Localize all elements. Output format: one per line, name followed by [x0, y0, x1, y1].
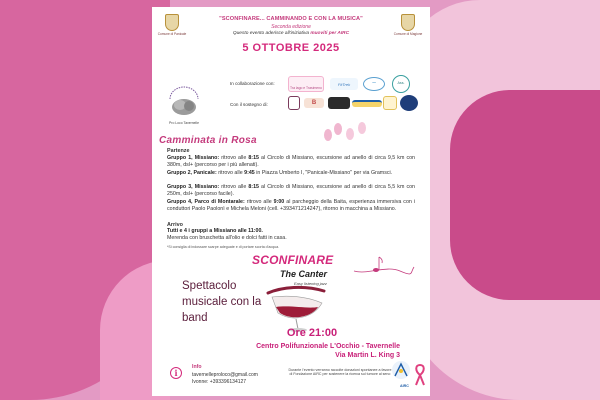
background-shape-accent: [450, 90, 600, 300]
music-note-icon: [352, 251, 416, 277]
info-email[interactable]: tavernelleproloco@gmail.com: [192, 372, 258, 378]
info-phone[interactable]: Ivonne: +393396134127: [192, 379, 247, 385]
group-3-rest: al Circolo di Missiano, escursione ad anello di circa 5,5 km con 250m, dsl+ (percorso facile).: [167, 184, 415, 198]
sponsor-logo-2: [304, 98, 324, 108]
adhesion-line: [182, 31, 400, 36]
adhesion-highlight: muoviti per AIRC: [310, 31, 350, 36]
round-partner-logo: [392, 75, 410, 93]
walk-title: Camminata in Rosa: [159, 135, 257, 146]
group-4-time: 9:00: [273, 199, 285, 205]
info-icon: i: [170, 367, 182, 379]
venue-line-1: Centro Polifunzionale L'Occhio - Tavernelle: [256, 343, 400, 350]
tra-lago-text: Tra lago e Trasimeno: [290, 86, 322, 90]
edition-label: Seconda edizione: [271, 24, 311, 30]
airc-logo-icon: [390, 360, 412, 384]
fitwalking-logo: [330, 78, 358, 90]
arrival-heading: Arrivo: [167, 222, 183, 228]
fittrek-text: FitTrek: [337, 82, 351, 87]
event-title: "SCONFINARE... CAMMINANDO E CON LA MUSICA": [219, 16, 363, 22]
group-3-text: ritrovo alle: [219, 184, 249, 190]
group-3-time: 8:15: [248, 184, 259, 190]
walk-note: *Si consiglia di indossare scarpe adeguate e di portare scorta d'acqua.: [167, 245, 280, 249]
group-4-text: ritrovo alle: [244, 199, 274, 205]
group-1: [167, 155, 415, 169]
water-glyph: ~: [371, 80, 377, 87]
concert-event-name: SCONFINARE: [252, 253, 334, 267]
round-partner-text: Ass.: [397, 81, 405, 85]
crest-right-icon: [401, 14, 415, 31]
arrival-detail: Merenda con bruschetta all'olio e dolci fatti in casa.: [167, 235, 287, 242]
tra-lago-e-trasimeno-logo: [288, 76, 324, 92]
venue: [182, 342, 400, 360]
sponsor-label: Con il sostegno di:: [230, 102, 268, 107]
sponsor-logo-1: [288, 96, 300, 110]
group-2-label: Gruppo 2, Panicale:: [167, 170, 217, 176]
event-date: 5 OTTOBRE 2025: [242, 42, 340, 54]
arrival-line: Tutti e 4 i gruppi a Missiano alle 11:00.: [167, 228, 263, 234]
sponsor-logo-2-text: B: [311, 100, 317, 106]
sponsor-logo-3: [328, 97, 350, 109]
departures-heading: Partenze: [167, 148, 190, 154]
venue-line-2: Via Martin L. King 3: [335, 352, 400, 359]
group-1-text: ritrovo alle: [219, 155, 249, 161]
group-2-rest: in Piazza Umberto I, "Panicale-Missiano" per via Gramsci.: [254, 170, 393, 176]
collaboration-label: In collaborazione con:: [230, 81, 275, 86]
group-2: [167, 170, 415, 177]
group-3-label: Gruppo 3, Missiano:: [167, 184, 220, 190]
wine-glass-icon: [264, 283, 340, 333]
airc-note: Durante l'evento verranno raccolte donazioni spontanee a favore di Fondazione AIRC per sostenere la ricerca sul tumore al seno: [288, 368, 392, 377]
group-2-time: 9:45: [244, 170, 255, 176]
show-description: Spettacolo musicale con la band: [182, 280, 262, 324]
pink-ribbon-icon: [414, 363, 426, 387]
sponsor-logo-5: [383, 96, 397, 110]
footprints-icon: [320, 121, 372, 143]
group-1-rest: al Circolo di Missiano, escursione ad anello di circa 9,5 km con 380m, dsl+ (percorso per i più allenati).: [167, 155, 415, 169]
crest-left-icon: [165, 14, 179, 31]
group-4-rest: al parcheggio della Baita, esperienza immersiva con i conduttori Paolo Paolonì e Michela Meloni (cell. +393471214247), ritorno in macchina a Missiano.: [167, 199, 416, 213]
airc-label: AIRC: [400, 384, 409, 388]
group-4: [167, 199, 415, 213]
proloco-label: Pro Loco Tavernelle: [169, 121, 199, 125]
crest-right-label: Comune di Magione: [393, 32, 423, 36]
info-heading: Info: [192, 364, 202, 370]
adhesion-prefix: Questo evento aderisce all'iniziativa: [232, 31, 311, 36]
group-1-time: 8:15: [248, 155, 259, 161]
arrival-block: [167, 228, 415, 242]
water-logo: [363, 77, 385, 91]
event-poster: [152, 7, 430, 396]
sponsor-logo-6: [400, 95, 418, 111]
group-3: [167, 184, 415, 198]
group-2-text: ritrovo alle: [216, 170, 245, 176]
proloco-logo-icon: [166, 85, 202, 119]
concert-time: Ore 21:00: [286, 327, 338, 339]
band-tagline: Easy listening jazz: [294, 281, 327, 286]
sponsor-logo-4: [352, 100, 382, 107]
group-4-label: Gruppo 4, Parco di Montarale:: [167, 199, 245, 205]
band-name: The Canter: [280, 269, 328, 279]
crest-left-label: Comune di Panicale: [157, 32, 187, 36]
group-1-label: Gruppo 1, Missiano:: [167, 155, 220, 161]
